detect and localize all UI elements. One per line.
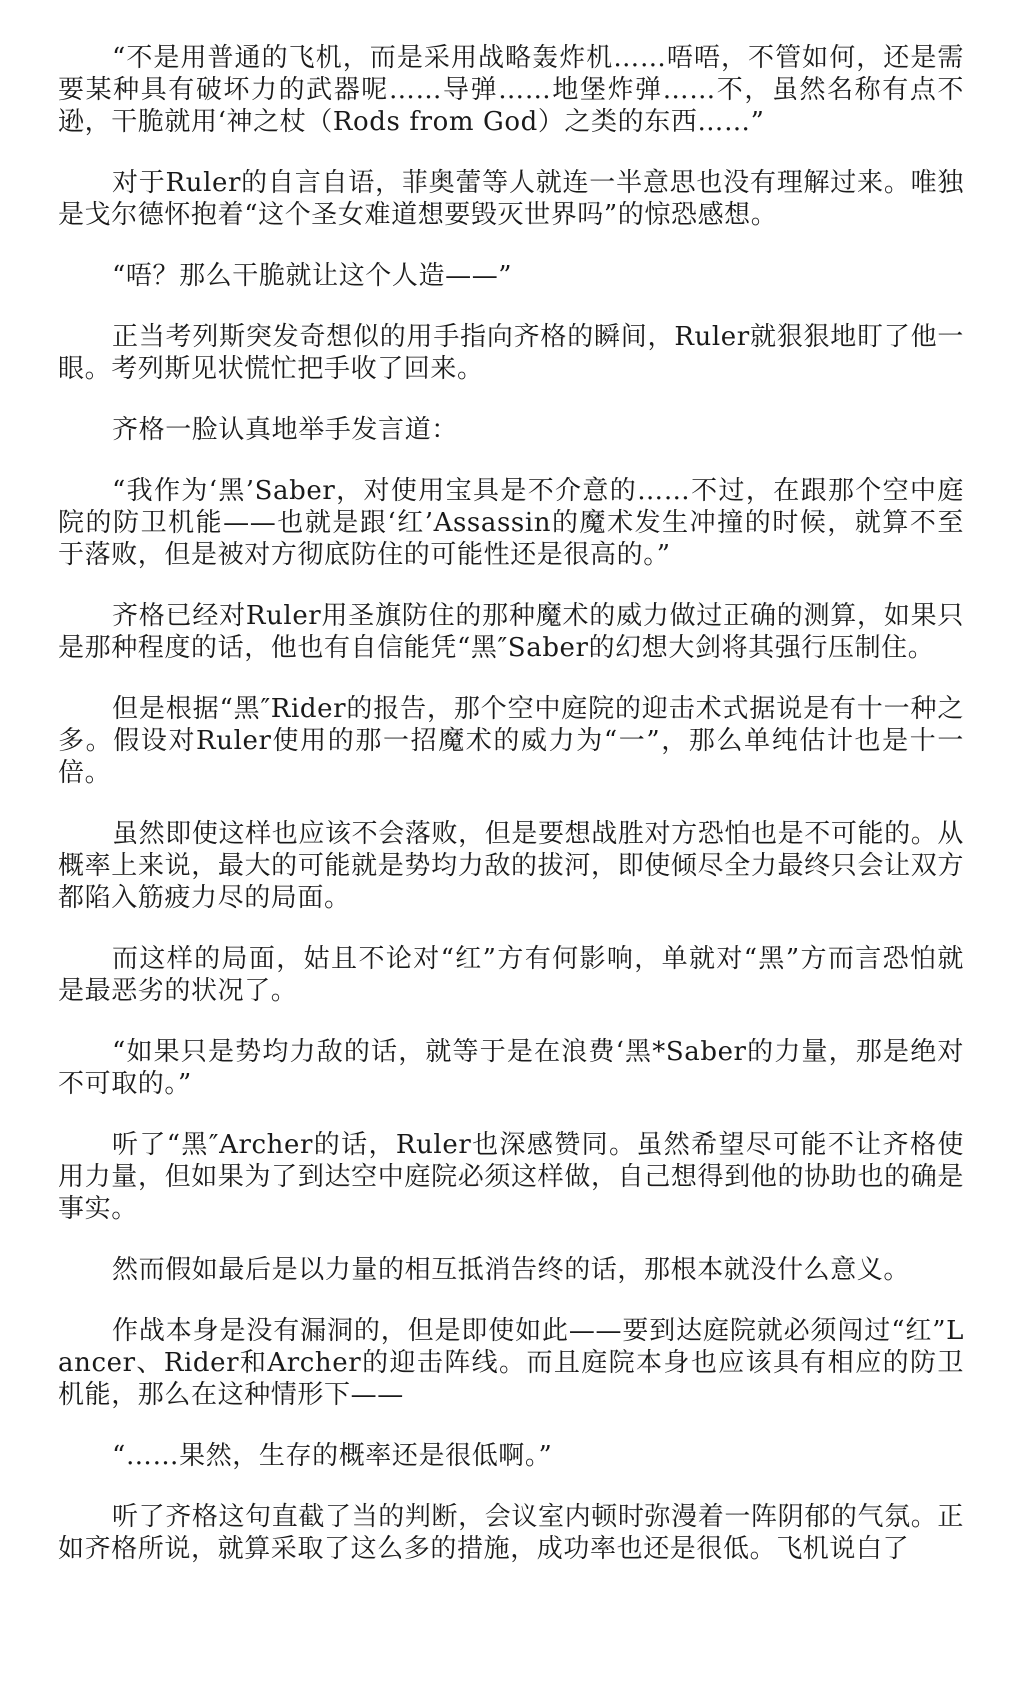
paragraph: “……果然，生存的概率还是很低啊。” — [112, 1441, 553, 1471]
paragraph: 虽然即使这样也应该不会落败，但是要想战胜对方恐怕也是不可能的。从概率上来说，最大的可能就是势均力敌的拔河，即使倾尽全力最终只会让双方都陷入筋疲力尽的局面。 — [58, 819, 964, 913]
paragraph: “如果只是势均力敌的话，就等于是在浪费‘黑*Saber的力量，那是绝对不可取的。” — [58, 1037, 964, 1099]
paragraph: “我作为‘黑’Saber，对使用宝具是不介意的……不过，在跟那个空中庭院的防卫机能——也就是跟‘红’Assassin的魔术发生冲撞的时候，就算不至于落败，但是被对方彻底防住的可能性还是很高的。” — [58, 476, 964, 570]
paragraph: “唔？那么干脆就让这个人造——” — [112, 261, 513, 291]
paragraph: 而这样的局面，姑且不论对“红”方有何影响，单就对“黑”方而言恐怕就是最恶劣的状况了。 — [58, 944, 964, 1006]
paragraph: 听了齐格这句直截了当的判断，会议室内顿时弥漫着一阵阴郁的气氛。正如齐格所说，就算采取了这么多的措施，成功率也还是很低。飞机说白了 — [58, 1502, 964, 1564]
paragraph: “不是用普通的飞机，而是采用战略轰炸机……唔唔，不管如何，还是需要某种具有破坏力的武器呢……导弹……地堡炸弹……不，虽然名称有点不逊，干脆就用‘神之杖（Rods from God）之类的东西……” — [58, 43, 964, 137]
paragraph: 作战本身是没有漏洞的，但是即使如此——要到达庭院就必须闯过“红”Lancer、Rider和Archer的迎击阵线。而且庭院本身也应该具有相应的防卫机能，那么在这种情形下—— — [58, 1316, 964, 1410]
paragraph: 正当考列斯突发奇想似的用手指向齐格的瞬间，Ruler就狠狠地盯了他一眼。考列斯见状慌忙把手收了回来。 — [58, 322, 964, 384]
document-page — [58, 42, 964, 1594]
paragraph: 但是根据“黑″Rider的报告，那个空中庭院的迎击术式据说是有十一种之多。假设对Ruler使用的那一招魔术的威力为“一”，那么单纯估计也是十一倍。 — [58, 694, 964, 788]
paragraph: 齐格一脸认真地举手发言道： — [112, 415, 458, 445]
paragraph: 齐格已经对Ruler用圣旗防住的那种魔术的威力做过正确的测算，如果只是那种程度的话，他也有自信能凭“黑″Saber的幻想大剑将其强行压制住。 — [58, 601, 964, 663]
paragraph: 听了“黑″Archer的话，Ruler也深感赞同。虽然希望尽可能不让齐格使用力量，但如果为了到达空中庭院必须这样做，自己想得到他的协助也的确是事实。 — [58, 1130, 964, 1224]
paragraph: 对于Ruler的自言自语，菲奥蕾等人就连一半意思也没有理解过来。唯独是戈尔德怀抱着“这个圣女难道想要毁灭世界吗”的惊恐感想。 — [58, 168, 964, 230]
paragraph: 然而假如最后是以力量的相互抵消告终的话，那根本就没什么意义。 — [112, 1255, 911, 1285]
